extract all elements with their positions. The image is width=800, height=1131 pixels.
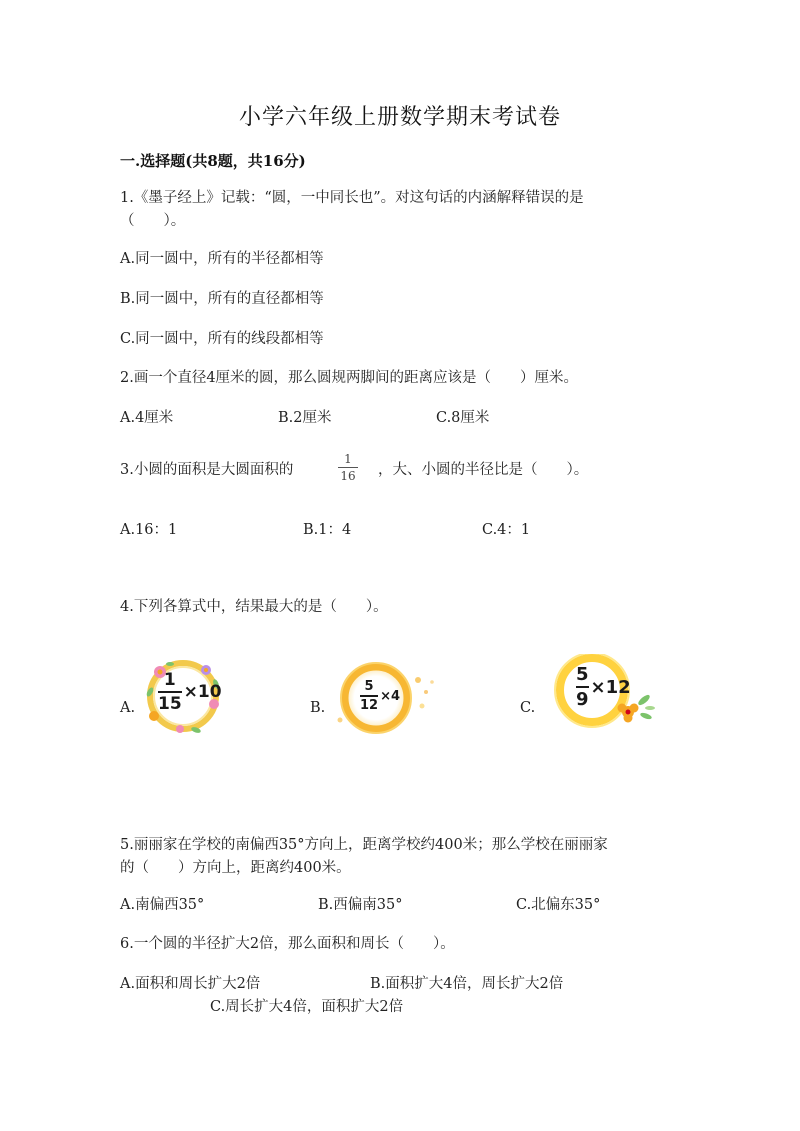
fraction-bar	[338, 467, 358, 468]
question-2-option-c: C.8厘米	[436, 410, 490, 426]
fraction-numerator: 1	[344, 452, 352, 466]
question-6-option-a: A.面积和周长扩大2倍	[120, 976, 261, 992]
question-1-option-a: A.同一圆中，所有的半径都相等	[120, 251, 324, 267]
question-6-text: 6.一个圆的半径扩大2倍，那么面积和周长（ ）。	[120, 936, 455, 952]
option-a-numerator: 1	[163, 670, 176, 690]
question-2-text: 2.画一个直径4厘米的圆，那么圆规两脚间的距离应该是（ ）厘米。	[120, 370, 579, 386]
question-1-text: 1.《墨子经上》记载：“圆，一中同长也”。对这句话的内涵解释错误的是	[120, 190, 584, 206]
question-1-option-c: C.同一圆中，所有的线段都相等	[120, 331, 324, 347]
question-5-text-cont: 的（ ）方向上，距离约400米。	[120, 860, 351, 876]
question-3-text-before: 3.小圆的面积是大圆面积的	[120, 462, 294, 478]
option-a-operation: ×10	[183, 682, 222, 702]
question-4-option-b-label: B.	[310, 700, 326, 716]
option-b-operation: ×4	[380, 688, 401, 704]
question-3-fraction	[336, 452, 360, 483]
option-b-numerator: 5	[364, 679, 374, 694]
option-b-denominator: 12	[360, 698, 379, 713]
question-5-text: 5.丽丽家在学校的南偏西35°方向上，距离学校约400米；那么学校在丽丽家	[120, 837, 608, 853]
question-3-option-b: B.1：4	[303, 522, 352, 538]
question-1-option-b: B.同一圆中，所有的直径都相等	[120, 291, 324, 307]
question-1-blank: （ ）。	[120, 213, 186, 229]
option-c-numerator: 5	[576, 664, 589, 685]
fraction-denominator: 16	[340, 469, 356, 483]
section-heading: 一.选择题(共8题，共16分)	[120, 152, 306, 170]
question-6-option-c: C.周长扩大4倍，面积扩大2倍	[210, 999, 404, 1015]
option-c-denominator: 9	[576, 689, 589, 710]
option-a-expression	[158, 670, 222, 714]
question-3-option-a: A.16：1	[120, 522, 178, 538]
option-c-operation: ×12	[590, 676, 631, 698]
question-6-option-b: B.面积扩大4倍，周长扩大2倍	[370, 976, 564, 992]
question-2-option-a: A.4厘米	[120, 410, 174, 426]
question-2-option-b: B.2厘米	[278, 410, 332, 426]
question-5-option-b: B.西偏南35°	[318, 897, 403, 913]
page-title: 小学六年级上册数学期末考试卷	[238, 105, 561, 130]
question-4-text: 4.下列各算式中，结果最大的是（ ）。	[120, 599, 388, 615]
question-4-option-c-label: C.	[520, 700, 536, 716]
question-3-text-after: ，大、小圆的半径比是（ ）。	[378, 462, 589, 478]
question-3-option-c: C.4：1	[482, 522, 531, 538]
option-b-expression	[360, 679, 400, 713]
option-a-denominator: 15	[158, 694, 182, 714]
option-c-expression	[576, 664, 631, 710]
question-4-option-a-label: A.	[120, 700, 136, 716]
question-5-option-c: C.北偏东35°	[516, 897, 601, 913]
question-5-option-a: A.南偏西35°	[120, 897, 205, 913]
